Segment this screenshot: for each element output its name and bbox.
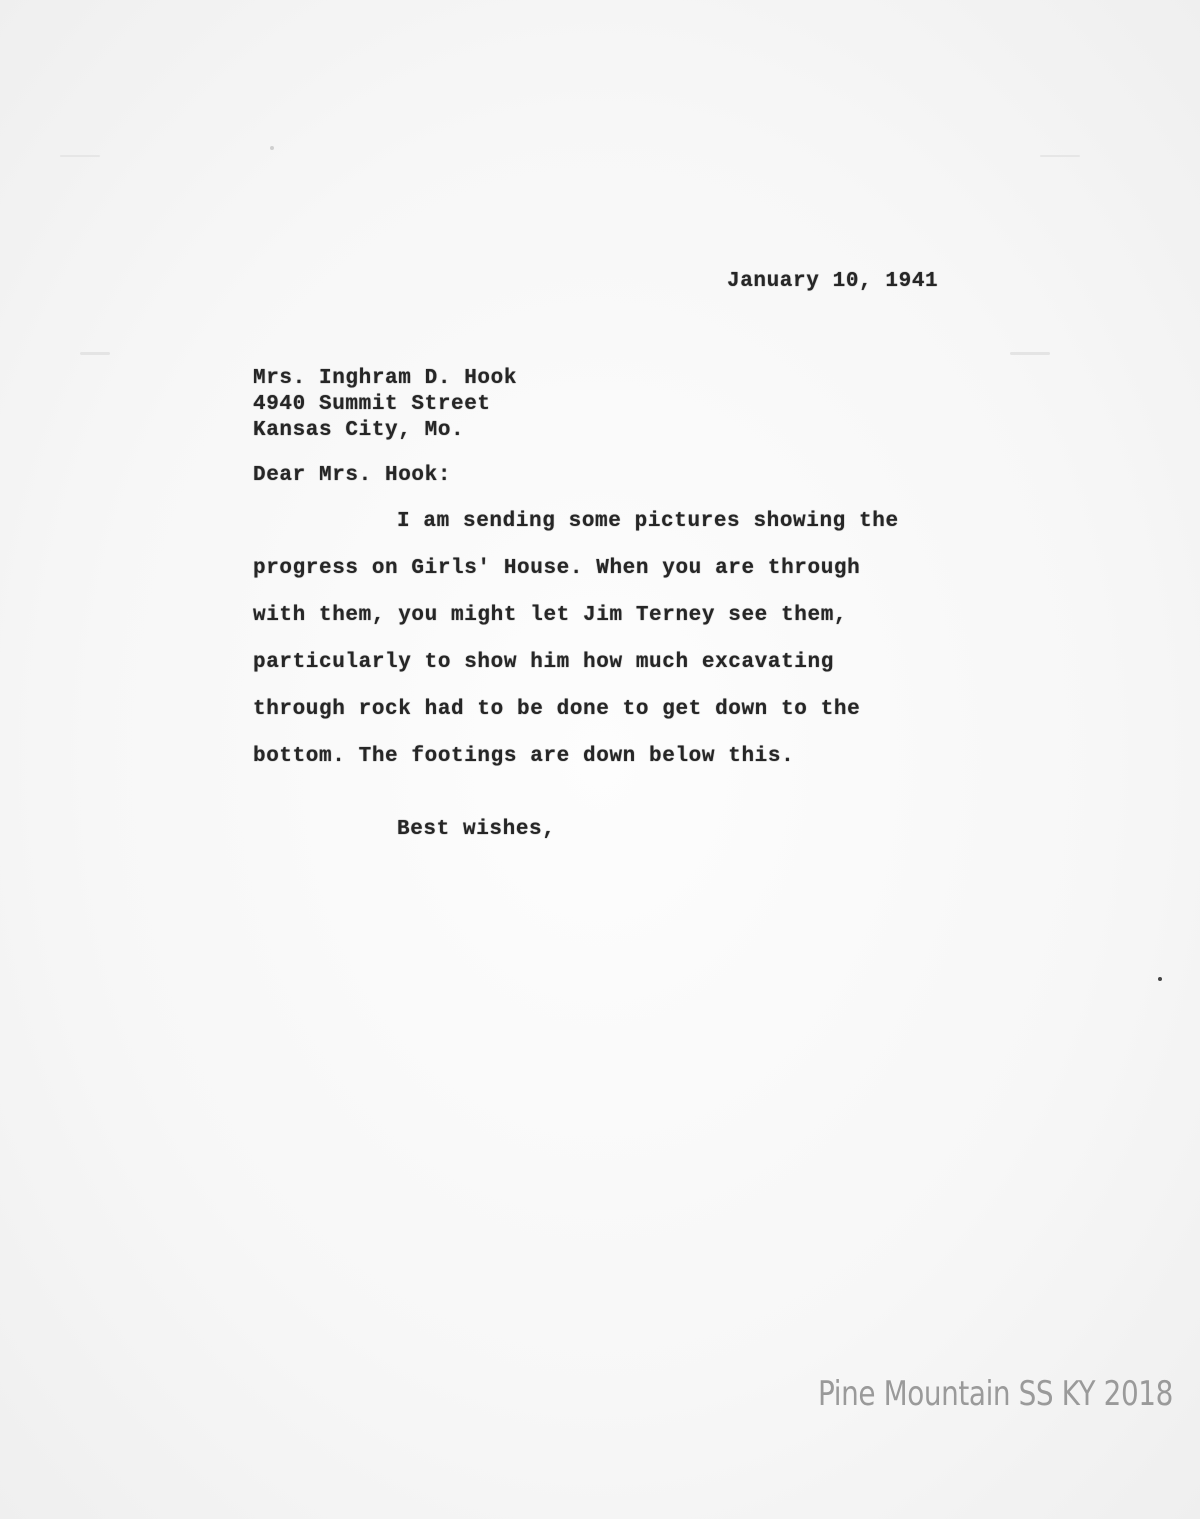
paper-speck xyxy=(1040,155,1080,157)
letter-date: January 10, 1941 xyxy=(727,270,939,293)
body-line: through rock had to be done to get down to the xyxy=(253,698,861,721)
paper-speck xyxy=(1010,352,1050,355)
watermark-text: Pine Mountain SS KY 2018 xyxy=(818,1374,1173,1414)
body-line: progress on Girls' House. When you are through xyxy=(253,557,861,580)
body-line: bottom. The footings are down below this. xyxy=(253,745,795,768)
body-line: I am sending some pictures showing the xyxy=(397,510,899,533)
paper-speck xyxy=(1158,977,1162,981)
recipient-name: Mrs. Inghram D. Hook xyxy=(253,367,518,390)
paper-speck xyxy=(80,352,110,355)
body-line: particularly to show him how much excavating xyxy=(253,651,834,674)
salutation: Dear Mrs. Hook: xyxy=(253,464,452,487)
recipient-street: 4940 Summit Street xyxy=(253,393,491,416)
body-line: with them, you might let Jim Terney see them, xyxy=(253,604,848,627)
paper-speck xyxy=(60,155,100,157)
paper-speck xyxy=(270,146,274,150)
closing: Best wishes, xyxy=(397,818,556,841)
recipient-city: Kansas City, Mo. xyxy=(253,419,465,442)
